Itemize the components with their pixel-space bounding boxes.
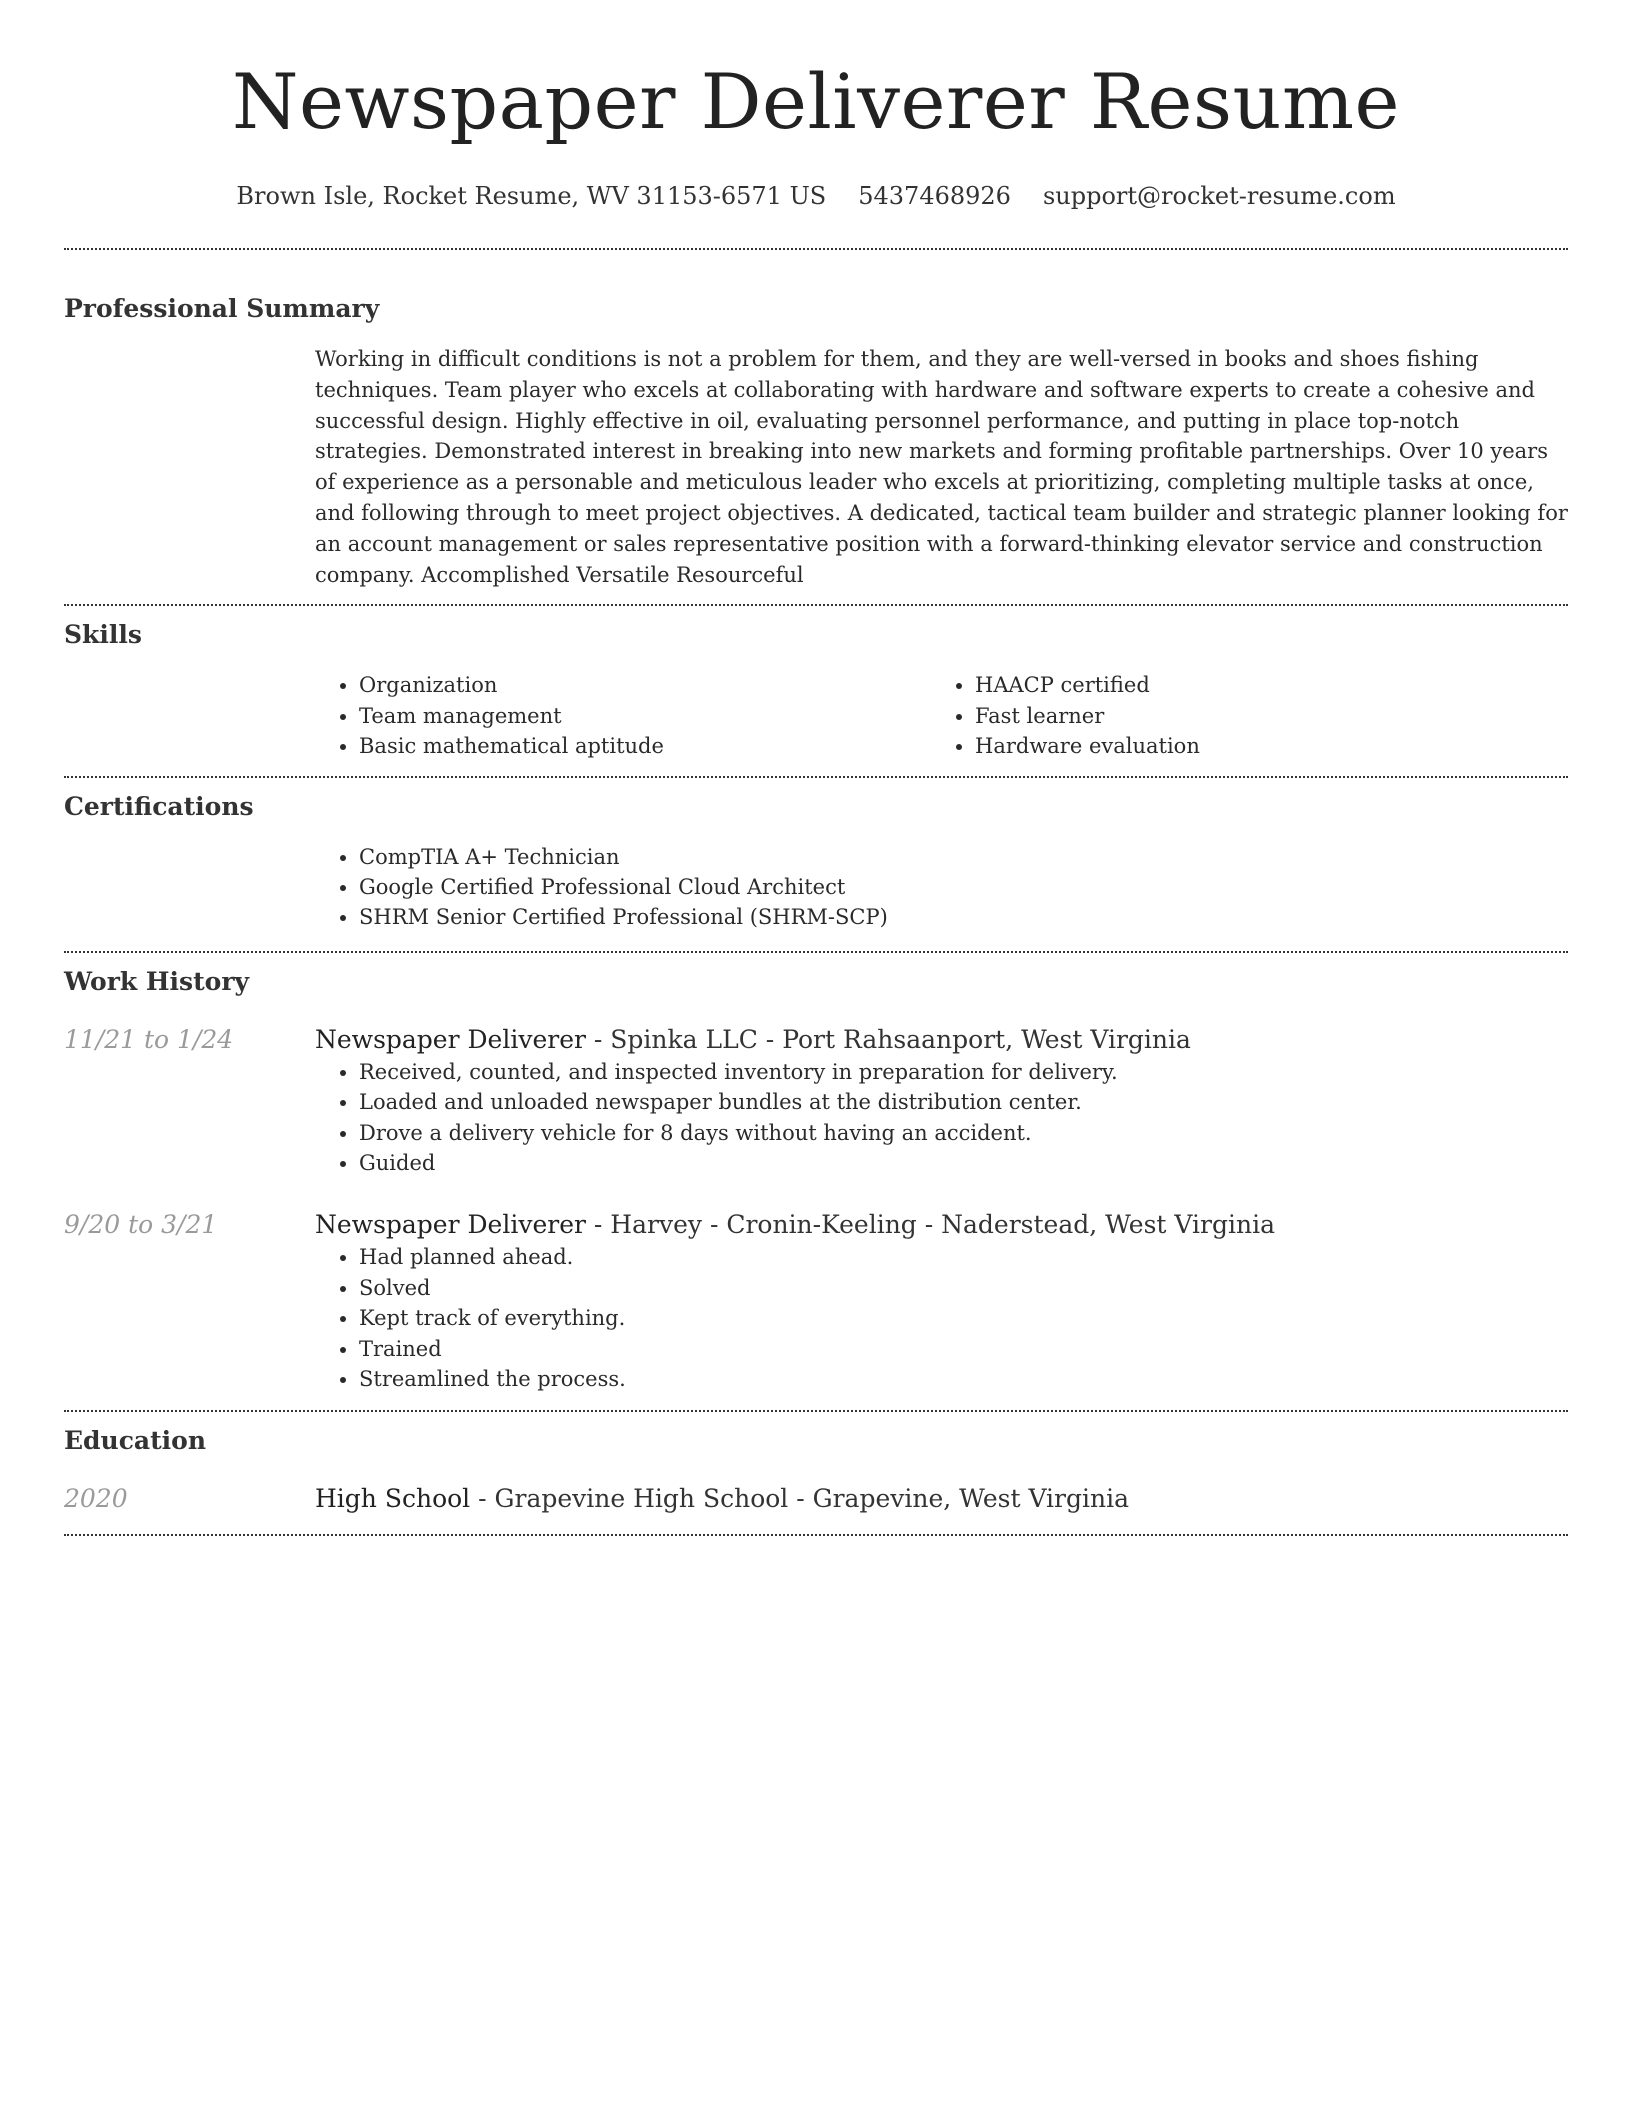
contact-line [64,180,1568,212]
skill-item: • Organization [359,670,931,700]
job-bullet: • Had planned ahead. [359,1242,1568,1272]
education-body [315,1482,1568,1516]
skills-grid [315,670,1568,761]
job-role: Newspaper Deliverer [315,1210,586,1240]
resume-title: Newspaper Deliverer Resume [231,57,1401,146]
job-bullet: • Received, counted, and inspected inventory in preparation for delivery. [359,1057,1568,1087]
job-company-location: - Spinka LLC - Port Rahsaanport, West Virginia [585,1024,1191,1054]
education-title-line [315,1482,1568,1516]
education-school-location: - Grapevine High School - Grapevine, West Virginia [470,1484,1130,1514]
education-entry [64,1482,1568,1516]
job-bullet: • Loaded and unloaded newspaper bundles at the distribution center. [359,1087,1568,1117]
job-role: Newspaper Deliverer [315,1024,586,1054]
job-bullet: • Trained [359,1334,1568,1364]
job-dates: 9/20 to 3/21 [64,1210,218,1240]
job-body [315,1208,1568,1394]
certification-item: • SHRM Senior Certified Professional (SHRM-SCP) [359,902,1568,932]
skills-section [64,618,1568,761]
job-dates: 11/21 to 1/24 [64,1024,234,1054]
skill-item: • Basic mathematical aptitude [359,731,931,761]
certifications-section [64,790,1568,933]
skill-item: • HAACP certified [975,670,1547,700]
certification-item: • CompTIA A+ Technician [359,842,1568,872]
certifications-list [315,842,1568,933]
job-bullet: • Solved [359,1273,1568,1303]
contact-phone: 5437468926 [858,182,1011,210]
job-title-line [315,1208,1568,1242]
job-bullet: • Guided [359,1148,1568,1178]
summary-heading: Professional Summary [64,294,380,323]
education-degree: High School [315,1484,471,1514]
skill-item: • Hardware evaluation [975,731,1547,761]
work-history-section [64,965,1568,1411]
job-bullets [315,1242,1568,1394]
education-heading: Education [64,1426,207,1456]
section-divider [64,604,1568,606]
contact-email: support@rocket-resume.com [1042,182,1396,210]
job-entry [64,1023,1568,1179]
job-bullet: • Streamlined the process. [359,1364,1568,1394]
job-company-location: - Harvey - Cronin-Keeling - Naderstead, West Virginia [585,1210,1275,1240]
skill-item: • Fast learner [975,701,1547,731]
job-bullet: • Kept track of everything. [359,1303,1568,1333]
certifications-heading: Certifications [64,791,254,821]
section-divider [64,1410,1568,1412]
certification-item: • Google Certified Professional Cloud Architect [359,872,1568,902]
education-year: 2020 [64,1484,128,1514]
section-divider [64,1534,1568,1536]
job-bullets [315,1057,1568,1179]
skills-column-right [931,670,1547,761]
skill-item: • Team management [359,701,931,731]
section-divider [64,776,1568,778]
section-divider [64,951,1568,953]
job-entry [64,1208,1568,1394]
job-bullet: • Drove a delivery vehicle for 8 days without having an accident. [359,1118,1568,1148]
job-title-line [315,1023,1568,1057]
contact-address: Brown Isle, Rocket Resume, WV 31153-6571 US [236,182,827,210]
section-divider [64,248,1568,250]
summary-section [64,292,1568,590]
work-history-heading: Work History [64,966,250,996]
summary-text: Working in difficult conditions is not a problem for them, and they are well-versed in books and shoes fishing techniques. Team player who excels at collaborating with hardware and software experts to create a cohesive and successful design. Highly effective in oil, evaluating personnel performance, and putting in place top-notch strategies. Demonstrated interest in breaking into new markets and forming profitable partnerships. Over 10 years of experience as a personable and meticulous leader who excels at prioritizing, completing multiple tasks at once, and following through to meet project objectives. A dedicated, tactical team builder and strategic planner looking for an account management or sales representative position with a forward-thinking elevator service and construction company. Accomplished Versatile Resourceful [315,347,1568,587]
skills-heading: Skills [64,620,142,650]
job-body [315,1023,1568,1179]
education-section [64,1424,1568,1516]
skills-column-left [315,670,931,761]
